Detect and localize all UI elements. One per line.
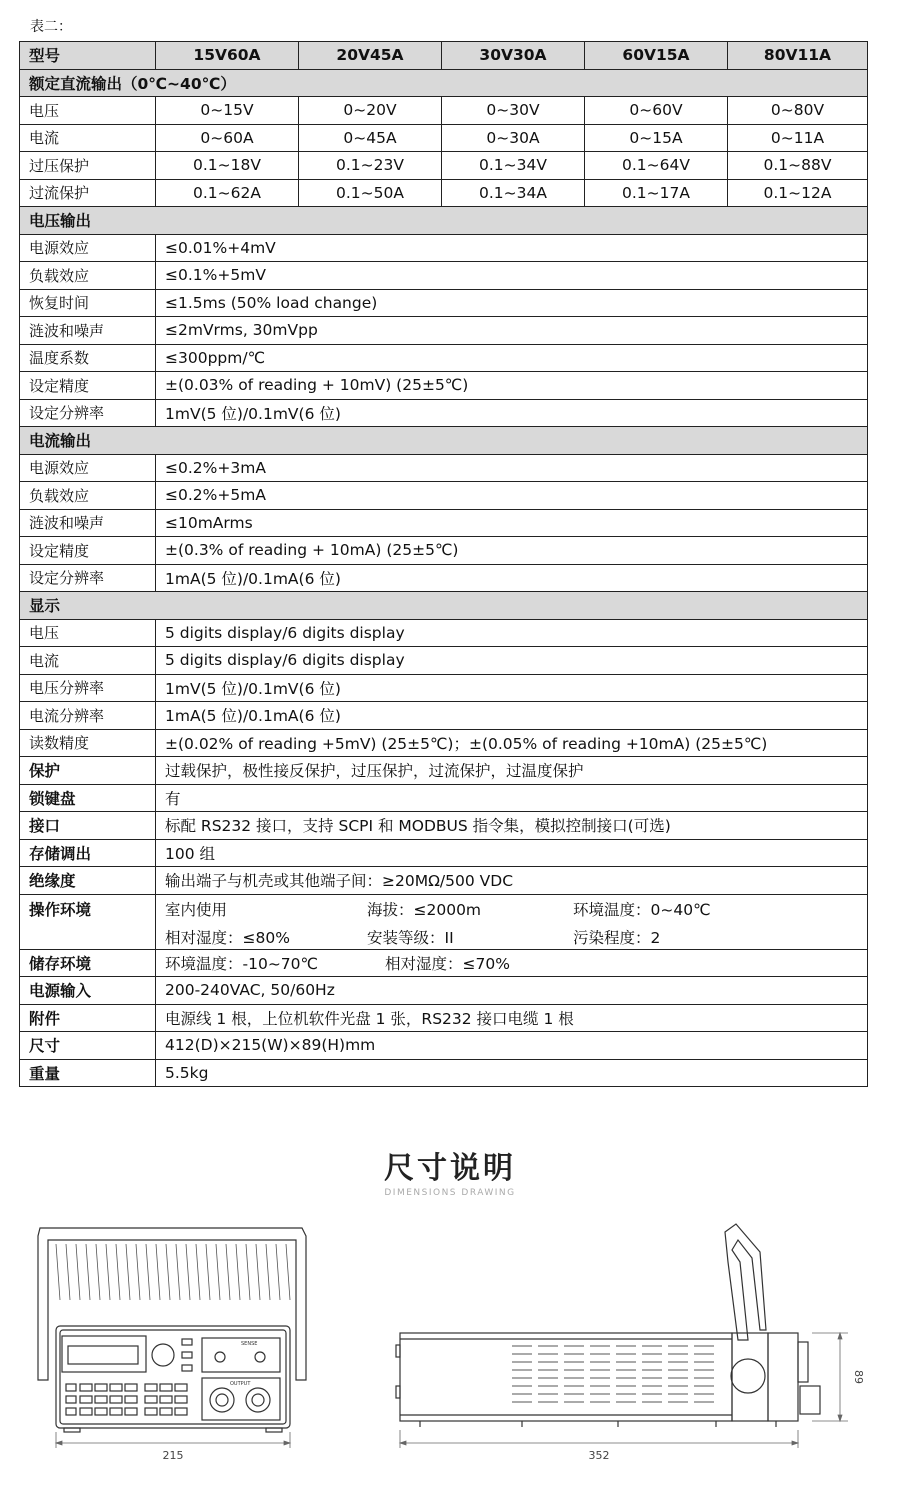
row-value: 1mA(5 位)/0.1mA(6 位) <box>156 702 868 730</box>
model-label: 型号 <box>20 42 156 70</box>
row-label: 电流 <box>20 647 156 675</box>
cell-value: 0.1~34V <box>442 152 585 180</box>
cell-value: 0~15A <box>585 124 728 152</box>
row-value: ≤0.01%+4mV <box>156 234 868 262</box>
cell-value: 0.1~88V <box>728 152 868 180</box>
cell-value: 0~30A <box>442 124 585 152</box>
row-label: 电压 <box>20 97 156 125</box>
cell-value: 0~20V <box>299 97 442 125</box>
row-label: 电压分辨率 <box>20 674 156 702</box>
model-15v60a: 15V60A <box>156 42 299 70</box>
row-value: ≤0.2%+5mA <box>156 482 868 510</box>
cell-value: 0~11A <box>728 124 868 152</box>
row-label: 恢复时间 <box>20 289 156 317</box>
section-title: 电流输出 <box>20 427 868 455</box>
row-label: 温度系数 <box>20 344 156 372</box>
row-value: 412(D)×215(W)×89(H)mm <box>156 1032 868 1060</box>
row-value: ≤300ppm/℃ <box>156 344 868 372</box>
row-label: 绝缘度 <box>20 867 156 895</box>
row-value: ±(0.3% of reading + 10mA) (25±5℃) <box>156 537 868 565</box>
row-value: 标配 RS232 接口，支持 SCPI 和 MODBUS 指令集，模拟控制接口(可选) <box>156 812 868 840</box>
row-value: 输出端子与机壳或其他端子间：≥20MΩ/500 VDC <box>156 867 868 895</box>
row-label: 接口 <box>20 812 156 840</box>
side-handle <box>725 1224 766 1340</box>
row-label: 涟波和噪声 <box>20 509 156 537</box>
cell-value: 0~60V <box>585 97 728 125</box>
cell-value: 0.1~23V <box>299 152 442 180</box>
row-label: 保护 <box>20 757 156 785</box>
row-label: 负载效应 <box>20 482 156 510</box>
env-item: 相对湿度：≤80% <box>165 928 290 947</box>
side-height-dimension <box>812 1333 848 1421</box>
side-front-panel <box>768 1333 798 1421</box>
dimensions-title: 尺寸说明 <box>384 1151 516 1186</box>
row-label: 储存环境 <box>20 949 156 977</box>
row-label: 附件 <box>20 1004 156 1032</box>
front-width-label: 215 <box>162 1449 184 1462</box>
row-value: 5.5kg <box>156 1059 868 1087</box>
row-value: 1mV(5 位)/0.1mV(6 位) <box>156 399 868 427</box>
row-value: 1mA(5 位)/0.1mA(6 位) <box>156 564 868 592</box>
cell-value: 0~80V <box>728 97 868 125</box>
row-value: 电源线 1 根，上位机软件光盘 1 张，RS232 接口电缆 1 根 <box>156 1004 868 1032</box>
row-value: 100 组 <box>156 839 868 867</box>
env-item: 海拔：≤2000m <box>367 900 482 919</box>
model-20v45a: 20V45A <box>299 42 442 70</box>
row-label: 电源效应 <box>20 234 156 262</box>
cell-value: 0~30V <box>442 97 585 125</box>
row-label: 存储调出 <box>20 839 156 867</box>
storage-temp: 环境温度：-10~70℃ <box>165 954 318 973</box>
model-80v11a: 80V11A <box>728 42 868 70</box>
cell-value: 0.1~34A <box>442 179 585 207</box>
cell-value: 0.1~17A <box>585 179 728 207</box>
row-label: 电源输入 <box>20 977 156 1005</box>
row-label: 设定精度 <box>20 372 156 400</box>
row-value: ≤0.1%+5mV <box>156 262 868 290</box>
sense-label: SENSE <box>241 1341 258 1347</box>
row-label: 设定精度 <box>20 537 156 565</box>
row-label: 电流 <box>20 124 156 152</box>
row-label: 涟波和噪声 <box>20 317 156 345</box>
row-value: ≤10mArms <box>156 509 868 537</box>
cell-value: 0.1~62A <box>156 179 299 207</box>
dimensions-subtitle: DIMENSIONS DRAWING <box>384 1188 516 1198</box>
env-item: 环境温度：0~40℃ <box>573 900 711 919</box>
env-item: 室内使用 <box>165 900 228 919</box>
row-label: 设定分辨率 <box>20 564 156 592</box>
row-label: 重量 <box>20 1059 156 1087</box>
row-value: 过载保护，极性接反保护，过压保护，过流保护，过温度保护 <box>156 757 868 785</box>
row-label: 电源效应 <box>20 454 156 482</box>
row-value: ≤1.5ms (50% load change) <box>156 289 868 317</box>
row-value: ±(0.03% of reading + 10mV) (25±5℃) <box>156 372 868 400</box>
row-value: 1mV(5 位)/0.1mV(6 位) <box>156 674 868 702</box>
cell-value: 0.1~50A <box>299 179 442 207</box>
side-vents <box>512 1346 714 1402</box>
row-label: 过流保护 <box>20 179 156 207</box>
section-title: 额定直流输出（0℃~40℃） <box>20 69 868 97</box>
cell-value: 0.1~64V <box>585 152 728 180</box>
section-title: 显示 <box>20 592 868 620</box>
storage-humidity: 相对湿度：≤70% <box>385 954 510 973</box>
section-title: 电压输出 <box>20 207 868 235</box>
row-label: 过压保护 <box>20 152 156 180</box>
cell-value: 0~60A <box>156 124 299 152</box>
side-handle-pivot <box>731 1359 765 1393</box>
cell-value: 0~45A <box>299 124 442 152</box>
side-depth-label: 352 <box>588 1449 610 1462</box>
side-height-label: 89 <box>852 1370 865 1384</box>
row-value: 5 digits display/6 digits display <box>156 647 868 675</box>
row-label: 尺寸 <box>20 1032 156 1060</box>
row-label: 锁键盘 <box>20 784 156 812</box>
cell-value: 0.1~12A <box>728 179 868 207</box>
row-label: 负载效应 <box>20 262 156 290</box>
row-label: 电压 <box>20 619 156 647</box>
row-label: 读数精度 <box>20 729 156 757</box>
row-value: ≤0.2%+3mA <box>156 454 868 482</box>
model-60v15a: 60V15A <box>585 42 728 70</box>
env-item: 污染程度：2 <box>573 928 661 947</box>
cell-value: 0~15V <box>156 97 299 125</box>
row-value: 5 digits display/6 digits display <box>156 619 868 647</box>
row-value: ±(0.02% of reading +5mV) (25±5℃)；±(0.05% of reading +10mA) (25±5℃) <box>156 729 868 757</box>
output-label: OUTPUT <box>230 1381 251 1387</box>
env-item: 安装等级：II <box>367 928 454 947</box>
table-caption: 表二： <box>30 19 72 35</box>
row-value: 200-240VAC, 50/60Hz <box>156 977 868 1005</box>
row-value: ≤2mVrms, 30mVpp <box>156 317 868 345</box>
env-label: 操作环境 <box>29 900 92 919</box>
model-30v30a: 30V30A <box>442 42 585 70</box>
row-label: 设定分辨率 <box>20 399 156 427</box>
cell-value: 0.1~18V <box>156 152 299 180</box>
row-value: 有 <box>156 784 868 812</box>
row-label: 电流分辨率 <box>20 702 156 730</box>
side-depth-dimension <box>400 1430 798 1448</box>
